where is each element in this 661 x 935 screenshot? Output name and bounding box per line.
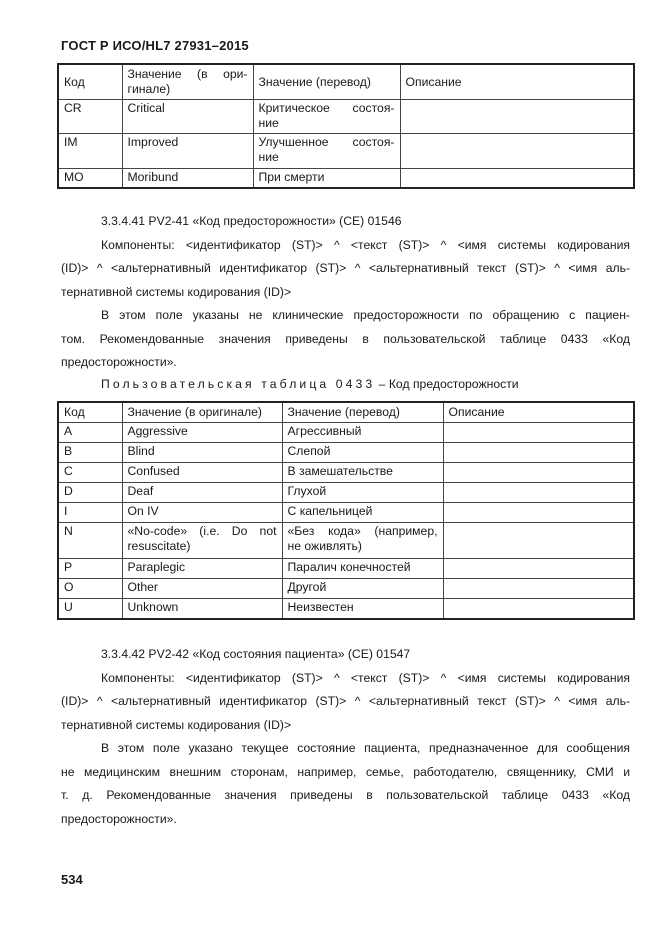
col-head-description: Описание [443,402,634,423]
cell-value: Other [122,579,282,599]
cell-translation: В замешательстве [282,463,443,483]
cell-code: B [58,443,122,463]
description-line-2: не медицинским внешним сторонам, например, семье, работодателю, священнику, СМИ и [61,764,630,779]
table-row [58,423,634,443]
cell-description [443,423,634,443]
cell-code: CR [58,100,122,134]
cell-code: O [58,579,122,599]
section-3-3-4-42 [61,643,630,831]
cell-code: U [58,599,122,619]
cell-translation: Слепой [282,443,443,463]
cell-translation: Паралич конечностей [282,559,443,579]
components-line-2: (ID)> ^ <альтернативный идентификатор (ST)> ^ <альтернативный текст (ST)> ^ <имя аль- [61,261,630,275]
components-line-2: (ID)> ^ <альтернативный идентификатор (ST)> ^ <альтернативный текст (ST)> ^ <имя аль- [61,694,630,708]
col-head-code: Код [58,402,122,423]
document-header: ГОСТ Р ИСО/HL7 27931–2015 [61,38,249,53]
cell-description [400,169,634,189]
cell-description [443,483,634,503]
cell-value: Unknown [122,599,282,619]
table-row [58,463,634,483]
cell-code: A [58,423,122,443]
cell-code: P [58,559,122,579]
cell-translation: Глухой [282,483,443,503]
table-caption: Пользовательская таблица 0433 – Код предосторожности [101,377,519,391]
cell-description [443,443,634,463]
section-heading: 3.3.4.42 PV2-42 «Код состояния пациента» (CE) 01547 [101,647,411,661]
cell-value: Blind [122,443,282,463]
cell-description [443,579,634,599]
cell-value: Critical [122,100,253,134]
cell-value: Deaf [122,483,282,503]
table-row [58,503,634,523]
table-row [58,134,634,169]
cell-code: IM [58,134,122,169]
cell-code: D [58,483,122,503]
cell-value: On IV [122,503,282,523]
table-row [58,169,634,189]
description-line-3: т. д. Рекомендованные значения приведены в пользовательской таблице 0433 «Код [61,788,630,802]
cell-value: Moribund [122,169,253,189]
table-header-row [58,402,634,423]
table-row [58,579,634,599]
cell-translation: Неизвестен [282,599,443,619]
cell-translation: Улучшенное состоя- ние [253,134,400,169]
cell-description [443,463,634,483]
cell-description [443,559,634,579]
cell-value: Improved [122,134,253,169]
description-line-4: предосторожности». [61,811,177,826]
col-head-translation: Значение (перевод) [282,402,443,423]
table-row [58,559,634,579]
cell-translation: При смерти [253,169,400,189]
section-3-3-4-41 [61,210,630,375]
col-head-description: Описание [400,64,634,100]
cell-translation: С капельницей [282,503,443,523]
table-row [58,599,634,619]
cell-code: N [58,523,122,559]
cell-description [443,503,634,523]
cell-translation: Другой [282,579,443,599]
components-line-1: Компоненты: <идентификатор (ST)> ^ <текст (ST)> ^ <имя системы кодирования [101,237,630,252]
col-head-value: Значение (в ори- гинале) [122,64,253,100]
page-number: 534 [61,872,83,887]
cell-description [400,134,634,169]
cell-value: Aggressive [122,423,282,443]
table-row [58,483,634,503]
values-table-0433 [57,401,635,620]
cell-code: I [58,503,122,523]
table-header-row [58,64,634,100]
cell-value: Paraplegic [122,559,282,579]
cell-translation: Критическое состоя- ние [253,100,400,134]
cell-description [443,599,634,619]
description-line-1: В этом поле указаны не клинические предосторожности по обращению с пациен- [101,308,630,322]
components-line-3: тернативной системы кодирования (ID)> [61,284,292,299]
table-row [58,100,634,134]
table-row [58,523,634,559]
values-table-1 [57,63,635,189]
cell-translation: «Без кода» (например, не оживлять) [282,523,443,559]
description-line-1: В этом поле указано текущее состояние пациента, предназначенное для сообщения [101,741,630,755]
description-line-2: том. Рекомендованные значения приведены в пользовательской таблице 0433 «Код [61,331,630,346]
cell-value: Confused [122,463,282,483]
cell-code: C [58,463,122,483]
col-head-code: Код [58,64,122,100]
components-line-1: Компоненты: <идентификатор (ST)> ^ <текст (ST)> ^ <имя системы кодирования [101,670,630,685]
description-line-3: предосторожности». [61,355,177,369]
cell-code: MO [58,169,122,189]
cell-value: «No-code» (i.e. Do not resuscitate) [122,523,282,559]
components-line-3: тернативной системы кодирования (ID)> [61,717,292,732]
cell-translation: Агрессивный [282,423,443,443]
section-heading: 3.3.4.41 PV2-41 «Код предосторожности» (CE) 01546 [101,214,402,228]
col-head-translation: Значение (перевод) [253,64,400,100]
cell-description [443,523,634,559]
col-head-value: Значение (в оригинале) [122,402,282,423]
cell-description [400,100,634,134]
table-row [58,443,634,463]
